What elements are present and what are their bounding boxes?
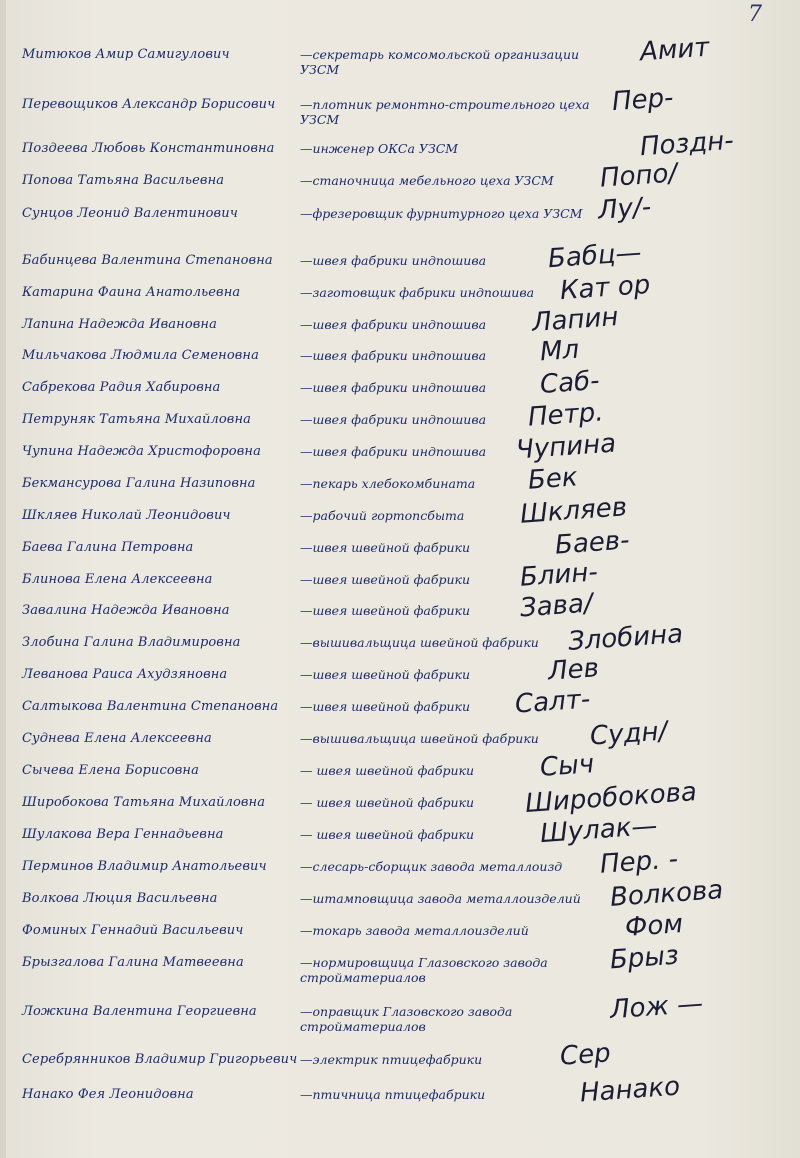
person-name: Салтыкова Валентина Степановна [22, 699, 279, 714]
handwritten-signature: Сер [559, 1038, 612, 1072]
person-role: —швея фабрики индпошива [300, 348, 487, 363]
person-role: —пекарь хлебокомбината [300, 476, 476, 491]
person-role: —заготовщик фабрики индпошива [300, 285, 535, 300]
handwritten-signature: Шкляев [519, 492, 629, 530]
person-role: —секретарь комсомольской организации УЗСМ [300, 47, 580, 77]
person-name: Бекмансурова Галина Назиповна [22, 476, 256, 491]
handwritten-signature: Сыч [539, 749, 596, 783]
person-role: —станочница мебельного цеха УЗСМ [300, 173, 554, 188]
person-name: Баева Галина Петровна [22, 540, 194, 555]
person-name: Митюков Амир Самигулович [22, 47, 230, 62]
person-role: —швея фабрики индпошива [300, 412, 487, 427]
person-role: —токарь завода металлоизделий [300, 923, 529, 938]
person-role: —швея швейной фабрики [300, 699, 471, 714]
handwritten-signature: Злобина [567, 619, 684, 657]
person-name: Шкляев Николай Леонидович [22, 508, 231, 523]
handwritten-signature: Попо/ [599, 158, 679, 194]
person-name: Суднева Елена Алексеевна [22, 731, 212, 746]
person-name: Бабинцева Валентина Степановна [22, 253, 273, 268]
person-name: Сабрекова Радия Хабировна [22, 380, 221, 395]
person-name: Ложкина Валентина Георгиевна [22, 1004, 257, 1019]
handwritten-signature: Пер. - [599, 844, 679, 880]
person-role: —швея фабрики индпошива [300, 380, 487, 395]
person-role: —швея швейной фабрики [300, 540, 471, 555]
handwritten-signature: Пер- [611, 82, 675, 118]
handwritten-signature: Зава/ [519, 588, 594, 624]
person-role: —фрезеровщик фурнитурного цеха УЗСМ [300, 206, 583, 221]
person-name: Перминов Владимир Анатольевич [22, 859, 267, 874]
person-name: Злобина Галина Владимировна [22, 635, 241, 650]
handwritten-signature: Лу/- [597, 192, 653, 226]
handwritten-signature: Блин- [519, 557, 599, 593]
handwritten-signature: Чупина [515, 428, 617, 466]
person-role: —слесарь-сборщик завода металлоизд [300, 859, 563, 874]
handwritten-signature: Нанако [579, 1071, 681, 1109]
person-name: Завалина Надежда Ивановна [22, 603, 230, 618]
person-role: —рабочий гортопсбыта [300, 508, 465, 523]
handwritten-signature: Салт- [514, 684, 592, 720]
person-role: —швея швейной фабрики [300, 667, 471, 682]
person-name: Лапина Надежда Ивановна [22, 317, 217, 332]
handwritten-signature: Поздн- [639, 125, 735, 163]
person-role: —швея швейной фабрики [300, 603, 471, 618]
person-name: Волкова Люция Васильевна [22, 891, 218, 906]
person-name: Перевощиков Александр Борисович [22, 97, 276, 112]
person-name: Леванова Раиса Ахудзяновна [22, 667, 228, 682]
handwritten-signature: Бабц— [547, 237, 643, 275]
person-role: —вышивальщица швейной фабрики [300, 731, 539, 746]
handwritten-signature: Шулак— [539, 810, 659, 850]
person-role: —швея фабрики индпошива [300, 444, 487, 459]
person-role: —оправщик Глазовского завода стройматериалов [300, 1004, 513, 1034]
handwritten-signature: Лев [547, 653, 600, 687]
person-role: —штамповщица завода металлоизделий [300, 891, 581, 906]
handwritten-signature: Широбокова [524, 777, 698, 819]
person-name: Брызгалова Галина Матвеевна [22, 955, 244, 970]
page-edge-shadow [0, 0, 6, 1158]
person-role: —птичница птицефабрики [300, 1087, 486, 1102]
person-role: — швея швейной фабрики [300, 763, 475, 778]
handwritten-signature: Фом [624, 909, 684, 943]
handwritten-signature: Саб- [539, 365, 601, 401]
person-name: Чупина Надежда Христофоровна [22, 444, 261, 459]
handwritten-signature: Кат ор [559, 269, 652, 307]
handwritten-signature: Амит [639, 32, 711, 68]
person-name: Попова Татьяна Васильевна [22, 173, 225, 188]
person-name: Блинова Елена Алексеевна [22, 572, 213, 587]
handwritten-signature: Мл [539, 334, 581, 368]
handwritten-signature: Петр. [527, 397, 605, 433]
handwritten-signature: Лапин [531, 302, 620, 338]
handwritten-signature: Баев- [554, 525, 631, 561]
person-name: Шулакова Вера Геннадьевна [22, 827, 224, 842]
handwritten-signature: Брыз [609, 940, 680, 976]
person-role: —электрик птицефабрики [300, 1052, 483, 1067]
person-name: Широбокова Татьяна Михайловна [22, 795, 266, 810]
page-number: 7 [748, 2, 762, 27]
person-name: Серебрянников Владимир Григорьевич [22, 1052, 298, 1067]
person-name: Петруняк Татьяна Михайловна [22, 412, 251, 427]
person-name: Катарина Фаина Анатольевна [22, 285, 241, 300]
person-name: Мильчакова Людмила Семеновна [22, 348, 259, 363]
handwritten-signature: Бек [527, 462, 579, 496]
person-name: Поздеева Любовь Константиновна [22, 141, 275, 156]
person-name: Нанако Фея Леонидовна [22, 1087, 194, 1102]
person-name: Фоминых Геннадий Васильевич [22, 923, 244, 938]
person-role: —швея фабрики индпошива [300, 317, 487, 332]
person-role: — швея швейной фабрики [300, 795, 475, 810]
handwritten-signature: Лож — [609, 988, 705, 1026]
person-role: — швея швейной фабрики [300, 827, 475, 842]
person-role: —вышивальщица швейной фабрики [300, 635, 539, 650]
person-role: —швея швейной фабрики [300, 572, 471, 587]
person-role: —плотник ремонтно-строительного цеха УЗСМ [300, 97, 590, 127]
person-name: Сычева Елена Борисовна [22, 763, 199, 778]
handwritten-signature: Судн/ [589, 716, 669, 752]
person-name: Сунцов Леонид Валентинович [22, 206, 238, 221]
person-role: —инженер ОКСа УЗСМ [300, 141, 459, 156]
handwritten-signature: Волкова [609, 875, 725, 913]
person-role: —швея фабрики индпошива [300, 253, 487, 268]
person-role: —нормировщица Глазовского завода стройматериалов [300, 955, 548, 985]
